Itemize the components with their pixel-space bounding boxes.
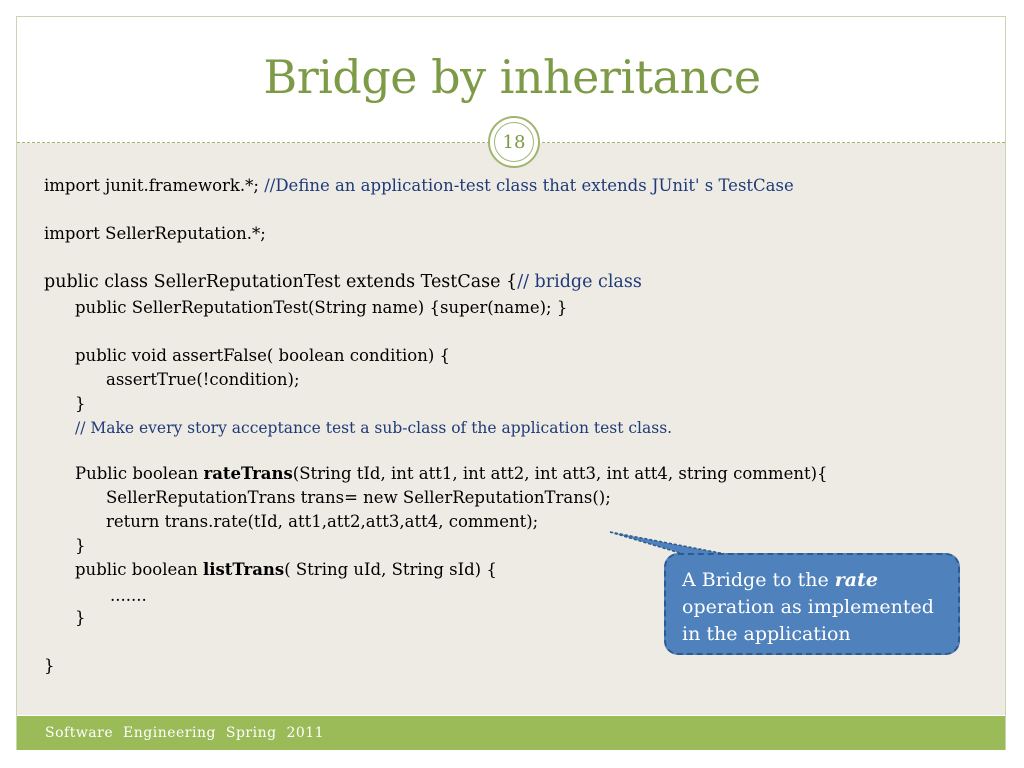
- code-line-8: // Make every story acceptance test a sub-class of the application test class.: [75, 419, 673, 437]
- code-line-7: }: [75, 394, 86, 413]
- method-name: rateTrans: [203, 464, 293, 483]
- method-name: listTrans: [202, 560, 285, 579]
- code-line-14: .......: [110, 586, 147, 605]
- code-comment: //Define an application-test class that extends JUnit' s TestCase: [264, 176, 794, 195]
- code-line-2: import SellerReputation.*;: [44, 224, 266, 243]
- code-line-11: return trans.rate(tId, att1,att2,att3,att4, comment);: [106, 512, 539, 531]
- callout-text-2: operation as implemented in the application: [682, 596, 934, 645]
- code-text: Public boolean: [75, 464, 204, 483]
- code-text: public class SellerReputationTest extends TestCase {: [44, 272, 518, 292]
- code-line-6: assertTrue(!condition);: [106, 370, 300, 389]
- code-text: import junit.framework.*;: [44, 176, 265, 195]
- callout-text: A Bridge to the: [682, 569, 835, 591]
- callout-box: [664, 553, 960, 655]
- code-line-15: }: [75, 608, 86, 627]
- code-line-5: public void assertFalse( boolean condition) {: [75, 346, 451, 365]
- footer-bar: [17, 716, 1005, 750]
- code-line-10: SellerReputationTrans trans= new SellerReputationTrans();: [106, 488, 611, 507]
- code-text: public boolean: [75, 560, 203, 579]
- code-text: (String tId, int att1, int att2, int att3, int att4, string comment){: [292, 464, 828, 483]
- page-number: 18: [494, 122, 534, 162]
- callout-emphasis: rate: [834, 569, 878, 591]
- code-line-4: public SellerReputationTest(String name) {super(name); }: [75, 298, 568, 317]
- code-comment: // bridge class: [517, 272, 642, 292]
- code-text: ( String uId, String sId) {: [284, 560, 497, 579]
- code-line-16: }: [44, 656, 55, 675]
- footer-text: Software Engineering Spring 2011: [45, 725, 325, 741]
- code-line-12: }: [75, 536, 86, 555]
- slide-title: Bridge by inheritance: [263, 50, 761, 104]
